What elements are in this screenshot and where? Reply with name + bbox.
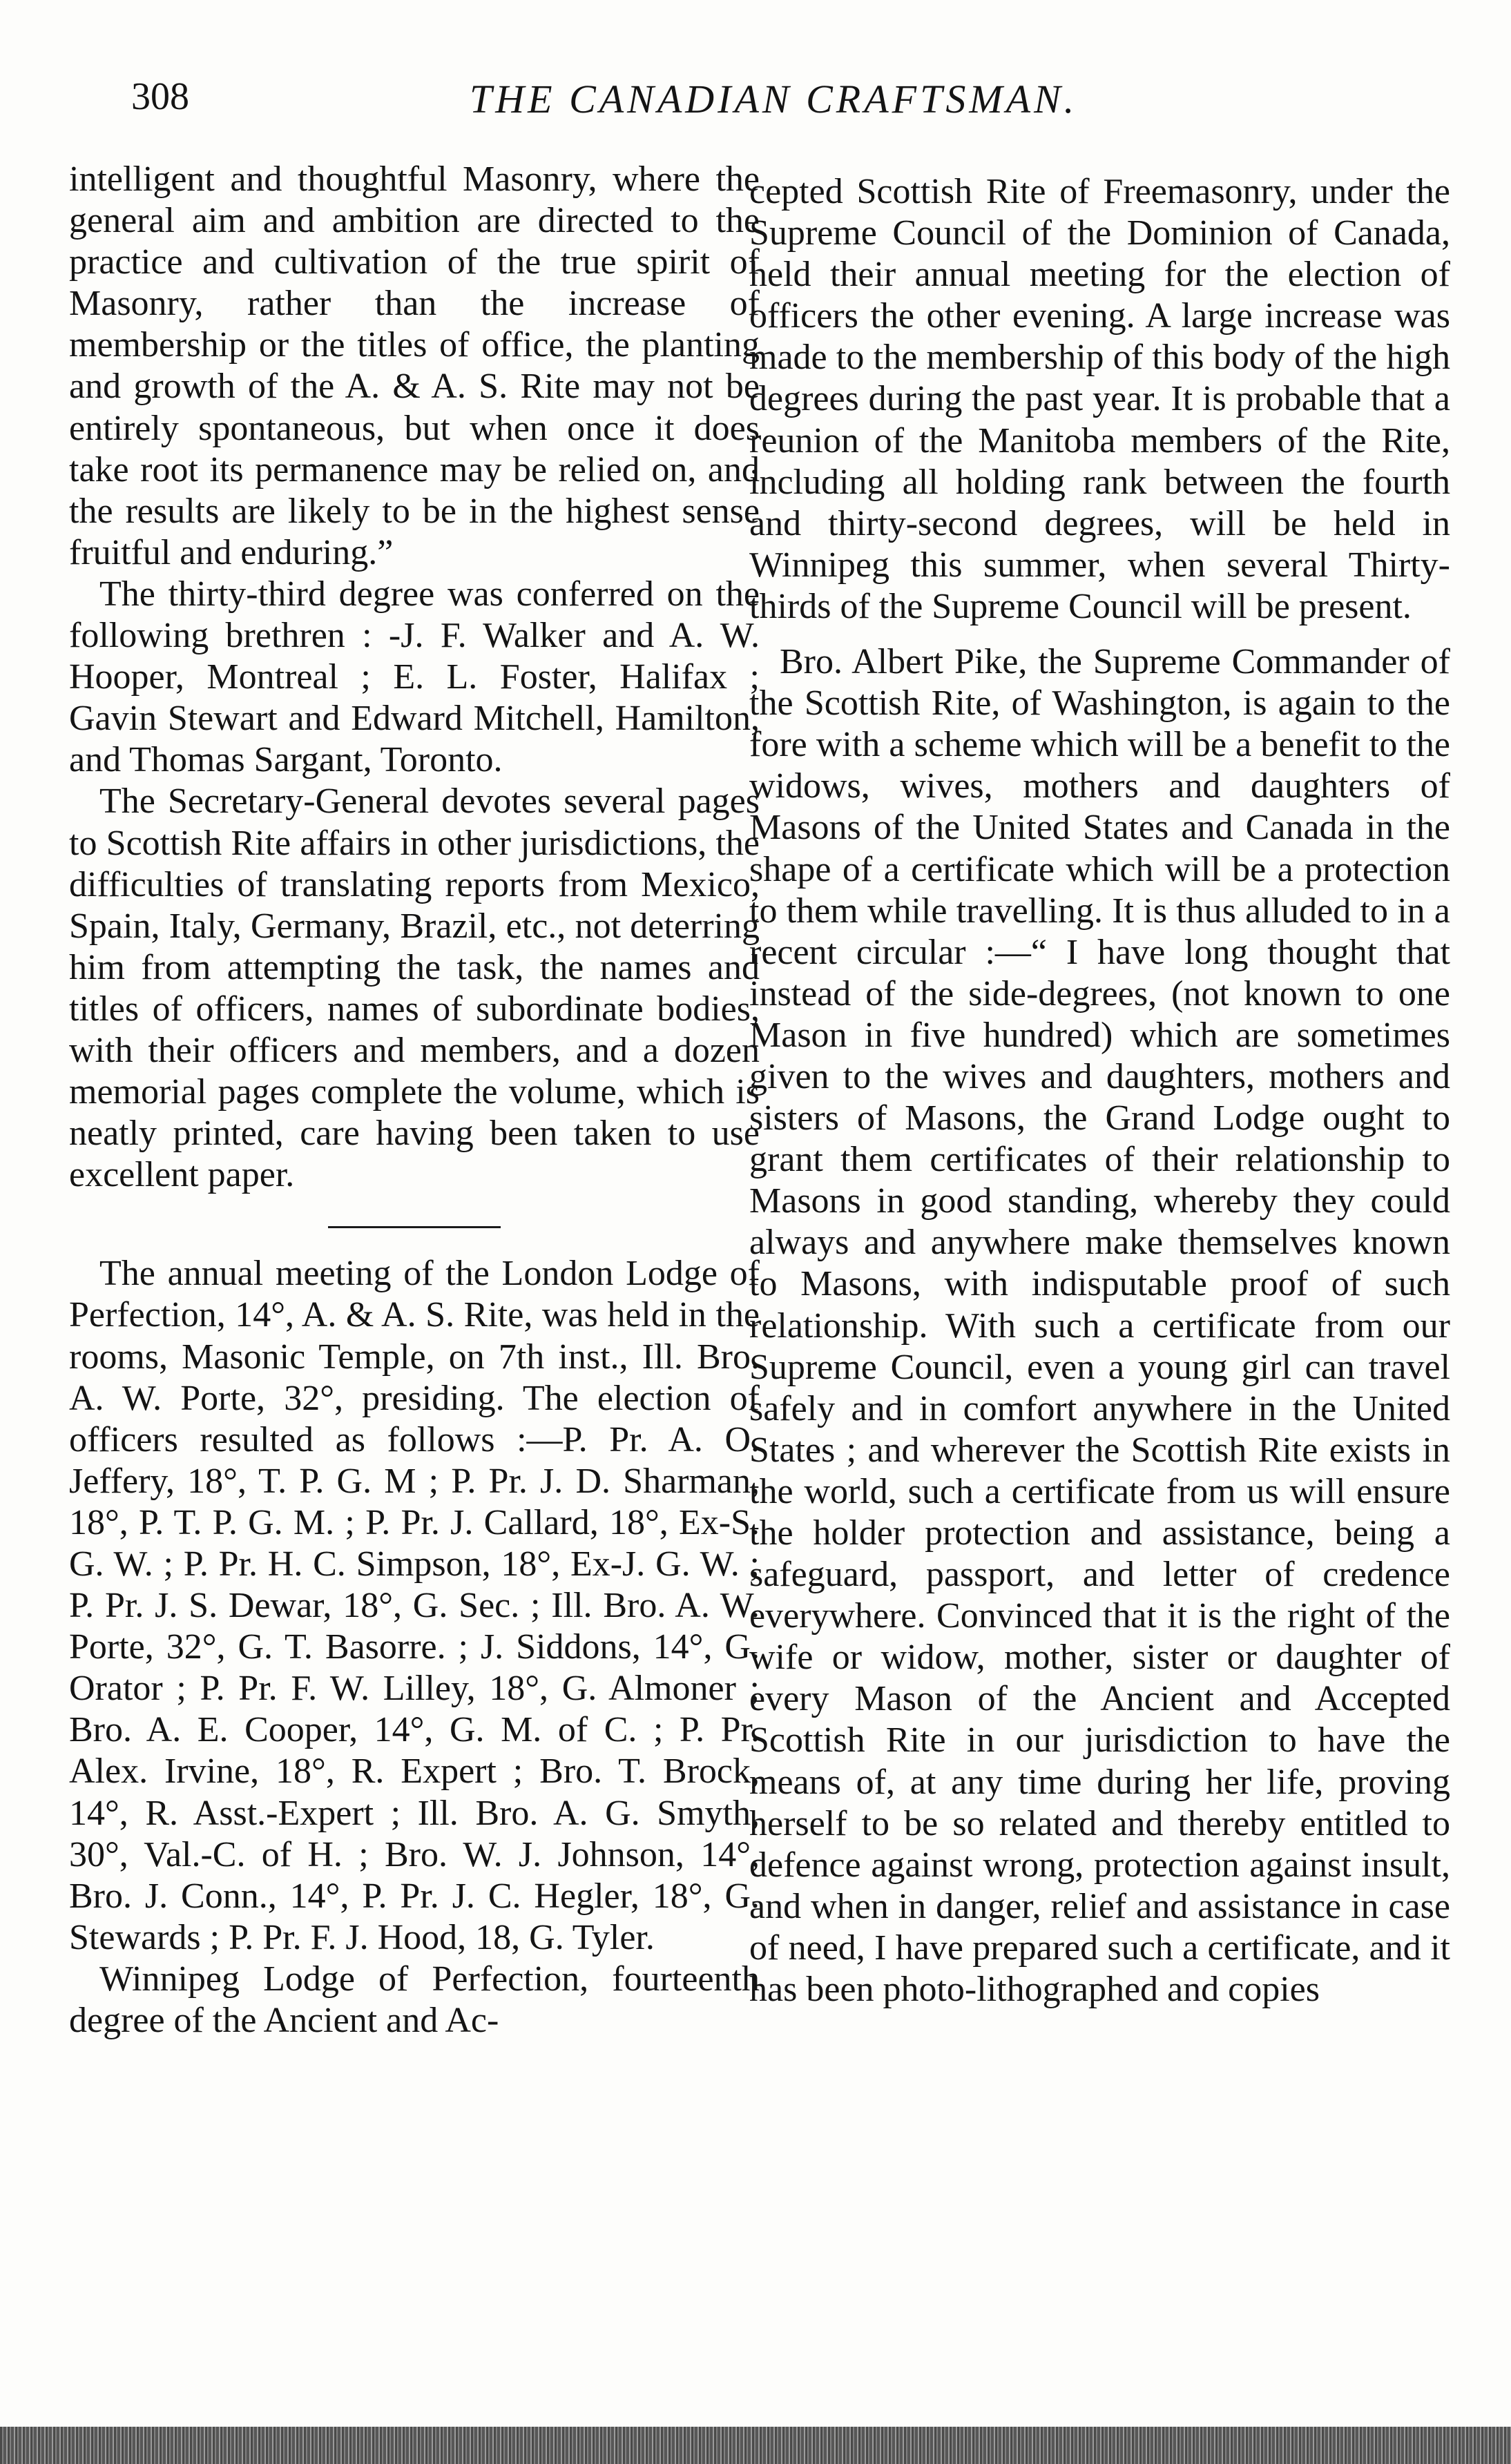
left-column <box>69 159 760 2041</box>
paragraph-masonry-growth: intelligent and thoughtful Masonry, where the general aim and ambition are directed to the practice and cultivation of the true spirit of Masonry, rather than the increase of membership or the titles of office, the planting and growth of the A. & A. S. Rite may not be entirely spontaneous, but when once it does take root its permanence may be relied on, and the results are likely to be in the highest sense fruitful and enduring.” <box>69 159 760 572</box>
paragraph-thirty-third-degree: The thirty-third degree was conferred on the following brethren : -J. F. Walker and A. W. Hooper, Montreal ; E. L. Foster, Halifax ; Gavin Stewart and Edward Mitchell, Hamilton, and Thomas Sargant, Toronto. <box>69 574 760 780</box>
page-header <box>131 69 1443 138</box>
paragraph-albert-pike: Bro. Albert Pike, the Supreme Commander of the Scottish Rite, of Washington, is again to the fore with a scheme which will be a benefit to the widows, wives, mothers and daughters of Masons of the United States and Canada in the shape of a certificate which will be a protection to them while travelling. It is thus alluded to in a recent circular :—“ I have long thought that instead of the side-degrees, (not known to one Mason in five hundred) which are sometimes given to the wives and daughters, mothers and sisters of Masons, the Grand Lodge ought to grant them certificates of their relationship to Masons in good standing, whereby they could always and anywhere make themselves known to Masons, with indisputable proof of such relationship. With such a certificate from our Supreme Council, even a young girl can travel safely and in comfort anywhere in the United States ; and wherever the Scottish Rite exists in the world, such a certificate from us will ensure the holder protection and assistance, being a safeguard, passport, and letter of credence everywhere. Convinced that it is the right of the wife or widow, mother, sister or daughter of every Mason of the Ancient and Accepted Scottish Rite in our jurisdiction to have the means of, at any time during her life, proving herself to be so related and thereby entitled to defence against wrong, protection against insult, and when in danger, relief and assistance in case of need, I have prepared such a certificate, and it has been photo-lithographed and copies <box>749 642 1450 2010</box>
paragraph-london-lodge: The annual meeting of the London Lodge of Perfection, 14°, A. & A. S. Rite, was held in the rooms, Masonic Temple, on 7th inst., Ill. Bro. A. W. Porte, 32°, presiding. The election of officers resulted as follows :—P. Pr. A. O. Jeffery, 18°, T. P. G. M ; P. Pr. J. D. Sharman, 18°, P. T. P. G. M. ; P. Pr. J. Callard, 18°, Ex-S. G. W. ; P. Pr. H. C. Simpson, 18°, Ex-J. G. W. ; P. Pr. J. S. Dewar, 18°, G. Sec. ; Ill. Bro. A. W. Porte, 32°, G. T. Basorre. ; J. Siddons, 14°, G. Orator ; P. Pr. F. W. Lilley, 18°, G. Almoner ; Bro. A. E. Cooper, 14°, G. M. of C. ; P. Pr. Alex. Irvine, 18°, R. Expert ; Bro. T. Brock, 14°, R. Asst.-Expert ; Ill. Bro. A. G. Smyth, 30°, Val.-C. of H. ; Bro. W. J. Johnson, 14°, Bro. J. Conn., 14°, P. Pr. J. C. Hegler, 18°, G. Stewards ; P. Pr. F. J. Hood, 18, G. Tyler. <box>69 1254 760 1957</box>
page-number: 308 <box>131 75 189 118</box>
paragraph-winnipeg-lodge: Winnipeg Lodge of Perfection, fourteenth degree of the Ancient and Ac- <box>69 1959 760 2041</box>
right-column <box>749 171 1450 2010</box>
page-bottom-edge <box>0 2427 1511 2464</box>
section-divider <box>328 1226 501 1228</box>
paragraph-winnipeg-continued: cepted Scottish Rite of Freemasonry, under the Supreme Council of the Dominion of Canada, held their annual meeting for the election of officers the other evening. A large increase was made to the membership of this body of the high degrees during the past year. It is probable that a reunion of the Manitoba members of the Rite, including all holding rank between the fourth and thirty-second degrees, will be held in Winnipeg this summer, when several Thirty-thirds of the Supreme Council will be present. <box>749 172 1450 626</box>
paragraph-secretary-general: The Secretary-General devotes several pages to Scottish Rite affairs in other jurisdictions, the difficulties of translating reports from Mexico, Spain, Italy, Germany, Brazil, etc., not deterring him from attempting the task, the names and titles of officers, names of subordinate bodies, with their officers and members, and a dozen memorial pages complete the volume, which is neatly printed, care having been taken to use excellent paper. <box>69 782 760 1195</box>
running-title: THE CANADIAN CRAFTSMAN. <box>470 77 1078 122</box>
